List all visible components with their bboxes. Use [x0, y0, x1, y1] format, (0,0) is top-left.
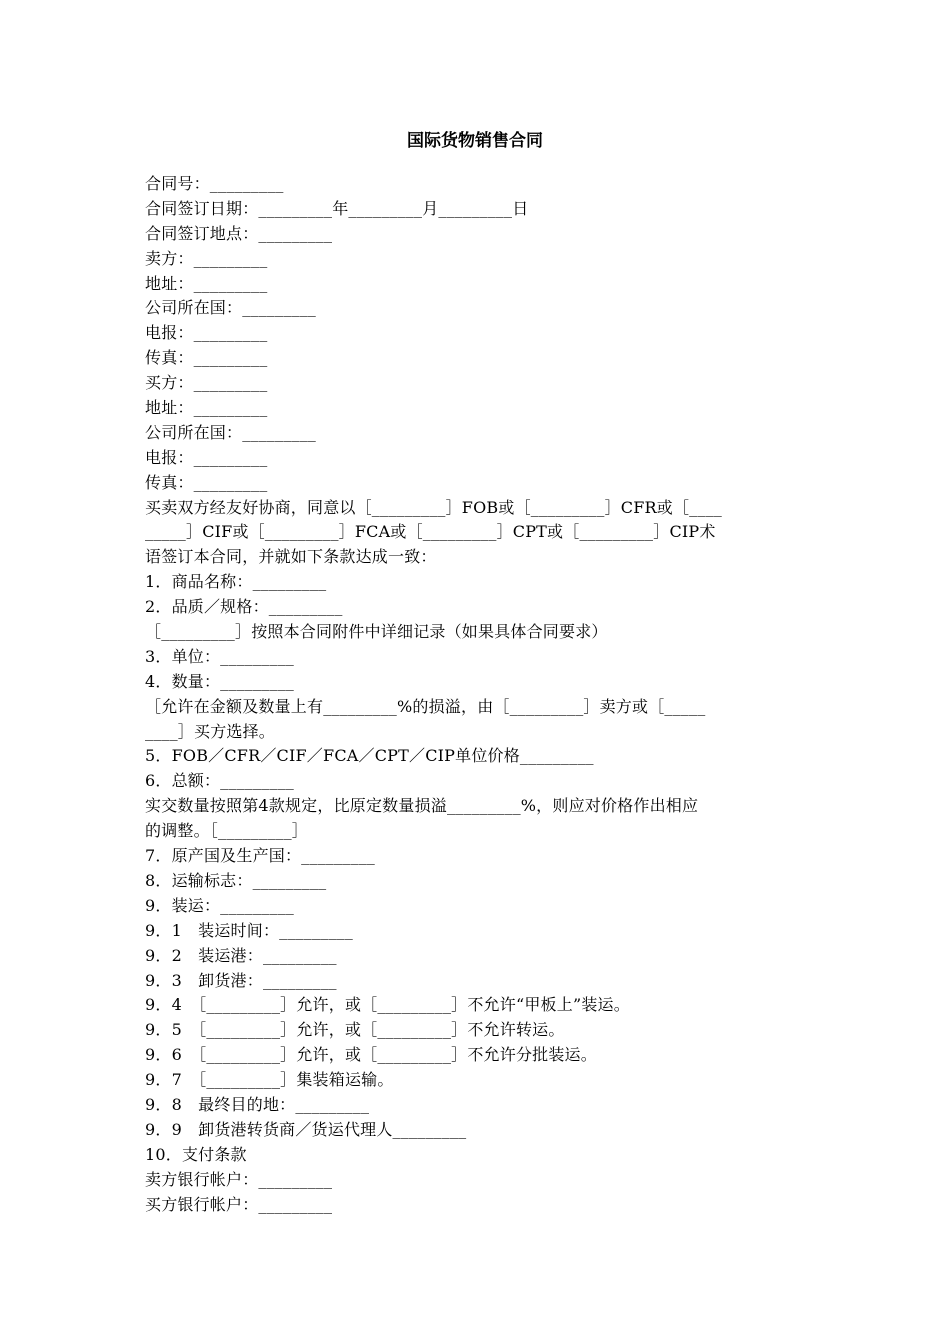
clause-9-7-container: 9．7 ［_________］集装箱运输。	[145, 1070, 394, 1090]
clause-4-tolerance-line-1: ［允许在金额及数量上有_________%的损溢，由［_________］卖方或［_____	[145, 696, 706, 716]
buyer-bank-account: 买方银行帐户：_________	[145, 1194, 333, 1214]
seller-fax-line: 传真：_________	[145, 348, 268, 368]
clause-10-payment-terms: 10．支付条款	[145, 1144, 247, 1164]
clause-9-9-forwarder: 9．9 卸货港转货商／货运代理人_________	[145, 1119, 467, 1139]
document-title: 国际货物销售合同	[407, 131, 543, 151]
clause-4-tolerance-line-2: ____］买方选择。	[145, 721, 276, 741]
clause-6-total-amount: 6．总额：_________	[145, 771, 294, 791]
clause-3-unit: 3．单位：_________	[145, 646, 294, 666]
clause-9-4-on-deck: 9．4 ［_________］允许，或［_________］不允许“甲板上”装运。	[145, 995, 630, 1015]
clause-2-quality-spec: 2．品质／规格：_________	[145, 597, 343, 617]
clause-7-origin: 7．原产国及生产国：_________	[145, 846, 375, 866]
seller-bank-account: 卖方银行帐户：_________	[145, 1169, 333, 1189]
clause-5-unit-price: 5．FOB／CFR／CIF／FCA／CPT／CIP单位价格_________	[145, 746, 594, 766]
clause-2-annex-note: ［_________］按照本合同附件中详细记录（如果具体合同要求）	[145, 622, 608, 642]
seller-line: 卖方：_________	[145, 248, 268, 268]
buyer-address-line: 地址：_________	[145, 398, 268, 418]
terms-paragraph-line-2: _____］CIF或［_________］FCA或［_________］CPT或［_________］CIP术	[145, 522, 716, 542]
clause-1-product-name: 1．商品名称：_________	[145, 572, 327, 592]
seller-address-line: 地址：_________	[145, 273, 268, 293]
contract-body	[145, 172, 807, 1217]
clause-9-6-partial-shipment: 9．6 ［_________］允许，或［_________］不允许分批装运。	[145, 1045, 597, 1065]
clause-4-quantity: 4．数量：_________	[145, 671, 294, 691]
buyer-fax-line: 传真：_________	[145, 472, 268, 492]
clause-9-shipment: 9．装运：_________	[145, 895, 294, 915]
clause-9-1-shipment-time: 9．1 装运时间：_________	[145, 920, 353, 940]
clause-6-adjustment-line-2: 的调整。［_________］	[145, 821, 309, 841]
seller-country-line: 公司所在国：_________	[145, 298, 317, 318]
signing-date-line: 合同签订日期：_________年_________月_________日	[145, 198, 529, 218]
terms-paragraph-line-1: 买卖双方经友好协商，同意以［_________］FOB或［_________］CFR或［____	[145, 497, 722, 517]
seller-telegram-line: 电报：_________	[145, 323, 268, 343]
clause-9-2-loading-port: 9．2 装运港：_________	[145, 945, 337, 965]
clause-9-3-discharge-port: 9．3 卸货港：_________	[145, 970, 337, 990]
clause-6-adjustment-line-1: 实交数量按照第4款规定，比原定数量损溢_________%，则应对价格作出相应	[145, 796, 699, 816]
clause-9-8-final-destination: 9．8 最终目的地：_________	[145, 1094, 370, 1114]
contract-number-line: 合同号：_________	[145, 174, 284, 193]
buyer-telegram-line: 电报：_________	[145, 447, 268, 467]
buyer-line: 买方：_________	[145, 373, 268, 393]
clause-9-5-transshipment: 9．5 ［_________］允许，或［_________］不允许转运。	[145, 1020, 565, 1040]
terms-paragraph-line-3: 语签订本合同，并就如下条款达成一致：	[145, 547, 437, 567]
buyer-country-line: 公司所在国：_________	[145, 422, 317, 442]
signing-place-line: 合同签订地点：_________	[145, 223, 333, 243]
clause-8-shipping-marks: 8．运输标志：_________	[145, 870, 327, 890]
